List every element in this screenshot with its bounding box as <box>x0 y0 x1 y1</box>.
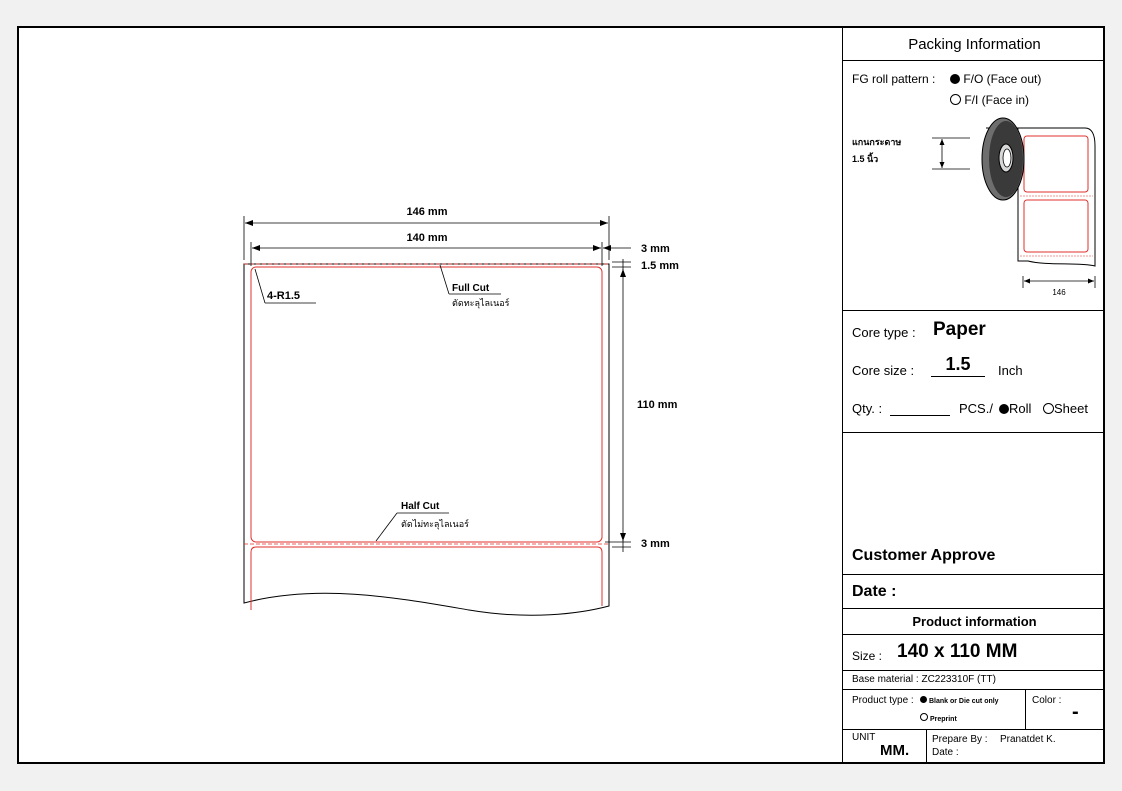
prepare-value: Pranatdet K. <box>1000 734 1056 745</box>
liner-outline <box>244 264 609 615</box>
next-label-shape <box>251 547 602 610</box>
option-face-in-label: F/I (Face in) <box>964 93 1030 107</box>
full-cut-leader <box>440 265 449 294</box>
dim-label-height-text: 110 mm <box>637 399 678 411</box>
core-size-underline <box>931 376 985 377</box>
half-cut-thai-text: ตัดไม่ทะลุไลเนอร์ <box>401 519 469 529</box>
type-preprint-label: Preprint <box>929 716 957 723</box>
approval-date-label: Date : <box>852 583 897 600</box>
core-section <box>843 311 1105 433</box>
option-face-in <box>950 93 1029 107</box>
selected-radio-icon <box>950 74 960 84</box>
drawing-sheet <box>17 26 1105 764</box>
product-size-label: Size : <box>852 649 883 663</box>
unit-divider <box>926 730 927 764</box>
type-blank-label: Blank or Die cut only <box>928 698 999 705</box>
type-blank-option <box>920 696 999 705</box>
unselected-radio-icon <box>950 94 961 105</box>
option-sheet-label: Sheet <box>1054 401 1088 416</box>
product-size-value: 140 x 110 MM <box>897 641 1018 662</box>
core-size-label: Core size : <box>852 363 915 378</box>
info-panel <box>842 28 1105 764</box>
roll-illustration <box>928 116 1103 301</box>
unit-label: UNIT <box>852 732 876 743</box>
full-cut-thai-text: ตัดทะลุไลเนอร์ <box>452 298 510 308</box>
pcs-label: PCS./ <box>959 401 993 416</box>
packing-title-row <box>843 28 1105 61</box>
option-roll <box>999 401 1031 416</box>
product-title-row <box>843 609 1105 635</box>
prepare-date-label: Date : <box>932 747 959 758</box>
selected-radio-icon <box>920 696 927 703</box>
qty-label: Qty. : <box>852 401 883 416</box>
qty-underline <box>890 415 950 416</box>
base-material-row <box>843 671 1105 690</box>
option-roll-label: Roll <box>1009 401 1032 416</box>
dim-bottom-gap-text: 3 mm <box>641 538 670 550</box>
unit-value: MM. <box>880 742 910 759</box>
type-preprint-option <box>920 713 957 723</box>
option-face-out <box>950 72 1041 86</box>
core-type-value: Paper <box>933 319 986 340</box>
unselected-radio-icon <box>1043 403 1054 414</box>
selected-radio-icon <box>999 404 1009 414</box>
unselected-radio-icon <box>920 713 928 721</box>
core-size-value: 1.5 <box>945 354 971 374</box>
customer-approve-section <box>843 433 1105 575</box>
customer-approve-label: Customer Approve <box>852 547 996 564</box>
corner-radius-text: 4-R1.5 <box>267 290 301 302</box>
option-sheet <box>1043 401 1088 416</box>
core-size-unit: Inch <box>998 363 1023 378</box>
prepare-label: Prepare By : <box>932 734 988 745</box>
product-title: Product information <box>912 614 1037 629</box>
product-type-row <box>843 690 1105 730</box>
full-cut-text: Full Cut <box>452 283 490 294</box>
fg-roll-label: FG roll pattern : <box>852 72 936 86</box>
dim-overall-width-text: 146 mm <box>406 206 448 218</box>
dim-top-offset-text: 1.5 mm <box>641 260 679 272</box>
product-size-row <box>843 635 1105 671</box>
dim-label-width-text: 140 mm <box>406 232 448 244</box>
approval-date-row <box>843 575 1105 609</box>
packing-title: Packing Information <box>908 36 1041 53</box>
product-type-label: Product type : <box>852 695 914 706</box>
core-note-line1: แกนกระดาษ <box>852 137 902 147</box>
label-technical-drawing <box>19 28 841 764</box>
option-face-out-label: F/O (Face out) <box>963 72 1042 86</box>
unit-row <box>843 730 1105 764</box>
packing-section <box>843 61 1105 311</box>
base-material-text: Base material : ZC223310F (TT) <box>852 674 996 685</box>
product-type-divider <box>1025 690 1026 730</box>
radius-leader <box>255 269 265 303</box>
dim-top-gap-text: 3 mm <box>641 243 670 255</box>
core-note-line2: 1.5 นิ้ว <box>852 154 879 164</box>
half-cut-leader <box>376 513 397 541</box>
roll-width-text: 146 <box>1052 288 1066 297</box>
half-cut-text: Half Cut <box>401 501 440 512</box>
color-label: Color : <box>1032 695 1062 706</box>
core-type-label: Core type : <box>852 325 916 340</box>
color-value: - <box>1072 701 1079 723</box>
